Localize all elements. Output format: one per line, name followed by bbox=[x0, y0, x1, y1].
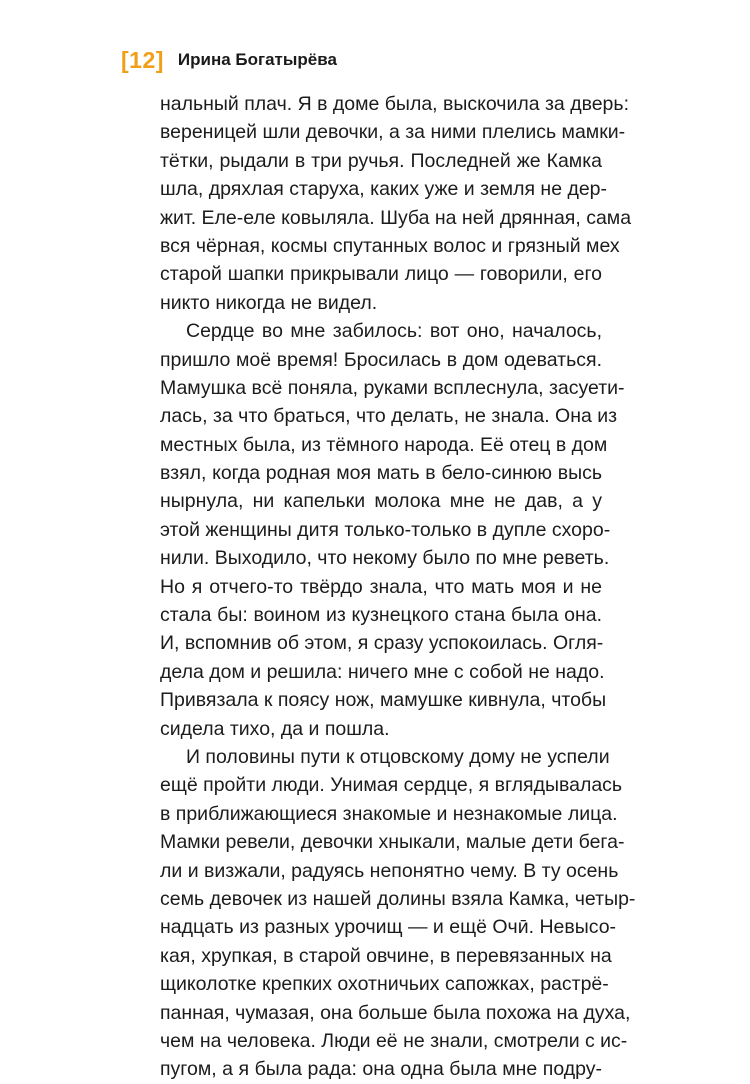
text-line: сидела тихо, да и пошла. bbox=[160, 717, 390, 740]
text-line: ещё пройти люди. Унимая сердце, я вглядывалась bbox=[160, 774, 623, 797]
text-line: кая, хрупкая, в старой овчине, в перевязанных на bbox=[160, 944, 612, 967]
page-number: [12] bbox=[121, 46, 164, 73]
text-line: И, вспомнив об этом, я сразу успокоилась. Огля- bbox=[160, 632, 604, 655]
text-line: этой женщины дитя только-только в дупле схоро- bbox=[160, 518, 611, 541]
text-line: пугом, а я была рада: она одна была мне подру- bbox=[160, 1058, 602, 1081]
text-line: пришло моё время! Бросилась в дом одеваться. bbox=[160, 348, 602, 371]
text-line: Мамушка всё поняла, руками всплеснула, засуети- bbox=[160, 376, 625, 399]
text-line: нили. Выходило, что некому было по мне реветь. bbox=[160, 547, 610, 570]
text-line: взял, когда родная моя мать в бело-синюю высь bbox=[160, 462, 602, 485]
text-line: дела дом и решила: ничего мне с собой не надо. bbox=[160, 660, 605, 683]
text-line: шла, дряхлая старуха, каких уже и земля не дер- bbox=[160, 178, 608, 201]
text-line: нырнула, ни капельки молока мне не дав, а у bbox=[160, 490, 602, 513]
text-line: жит. Еле-еле ковыляла. Шуба на ней дрянная, сама bbox=[160, 206, 632, 229]
text-line: нальный плач. Я в доме была, выскочила за дверь: bbox=[160, 93, 629, 115]
body-text bbox=[160, 90, 636, 1084]
text-line: никто никогда не видел. bbox=[160, 291, 378, 314]
running-header bbox=[121, 44, 337, 76]
text-line: надцать из разных урочищ — и ещё Очӣ. Невысо- bbox=[160, 916, 617, 939]
text-line: чем на человека. Люди её не знали, смотрели с ис- bbox=[160, 1029, 628, 1052]
text-line: вереницей шли девочки, а за ними плелись мамки- bbox=[160, 121, 626, 144]
text-line: Сердце во мне забилось: вот оно, началось, bbox=[186, 320, 602, 343]
text-line: Привязала к поясу нож, мамушке кивнула, чтобы bbox=[160, 689, 607, 712]
author-name: Ирина Богатырёва bbox=[177, 50, 337, 69]
text-line: И половины пути к отцовскому дому не успели bbox=[186, 745, 610, 768]
text-line: вся чёрная, космы спутанных волос и грязный мех bbox=[160, 234, 620, 257]
text-line: в приближающиеся знакомые и незнакомые лица. bbox=[160, 802, 618, 825]
text-line: Но я отчего-то твёрдо знала, что мать моя и не bbox=[160, 575, 602, 598]
text-line: старой шапки прикрывали лицо — говорили, его bbox=[160, 263, 602, 286]
text-line: тётки, рыдали в три ручья. Последней же Камка bbox=[160, 149, 602, 172]
text-line: лась, за что браться, что делать, не знала. Она из bbox=[160, 405, 618, 428]
text-line: Мамки ревели, девочки хныкали, малые дети бега- bbox=[160, 831, 625, 854]
text-line: ли и визжали, радуясь непонятно чему. В ту осень bbox=[160, 859, 619, 882]
text-line: щиколотке крепких охотничьих сапожках, растрё- bbox=[160, 973, 609, 996]
text-line: панная, чумазая, она больше была похожа на духа, bbox=[160, 1001, 631, 1024]
text-line: семь девочек из нашей долины взяла Камка, четыр- bbox=[160, 887, 636, 910]
text-line: местных была, из тёмного народа. Её отец в дом bbox=[160, 433, 608, 456]
text-line: стала бы: воином из кузнецкого стана была она. bbox=[160, 604, 602, 627]
